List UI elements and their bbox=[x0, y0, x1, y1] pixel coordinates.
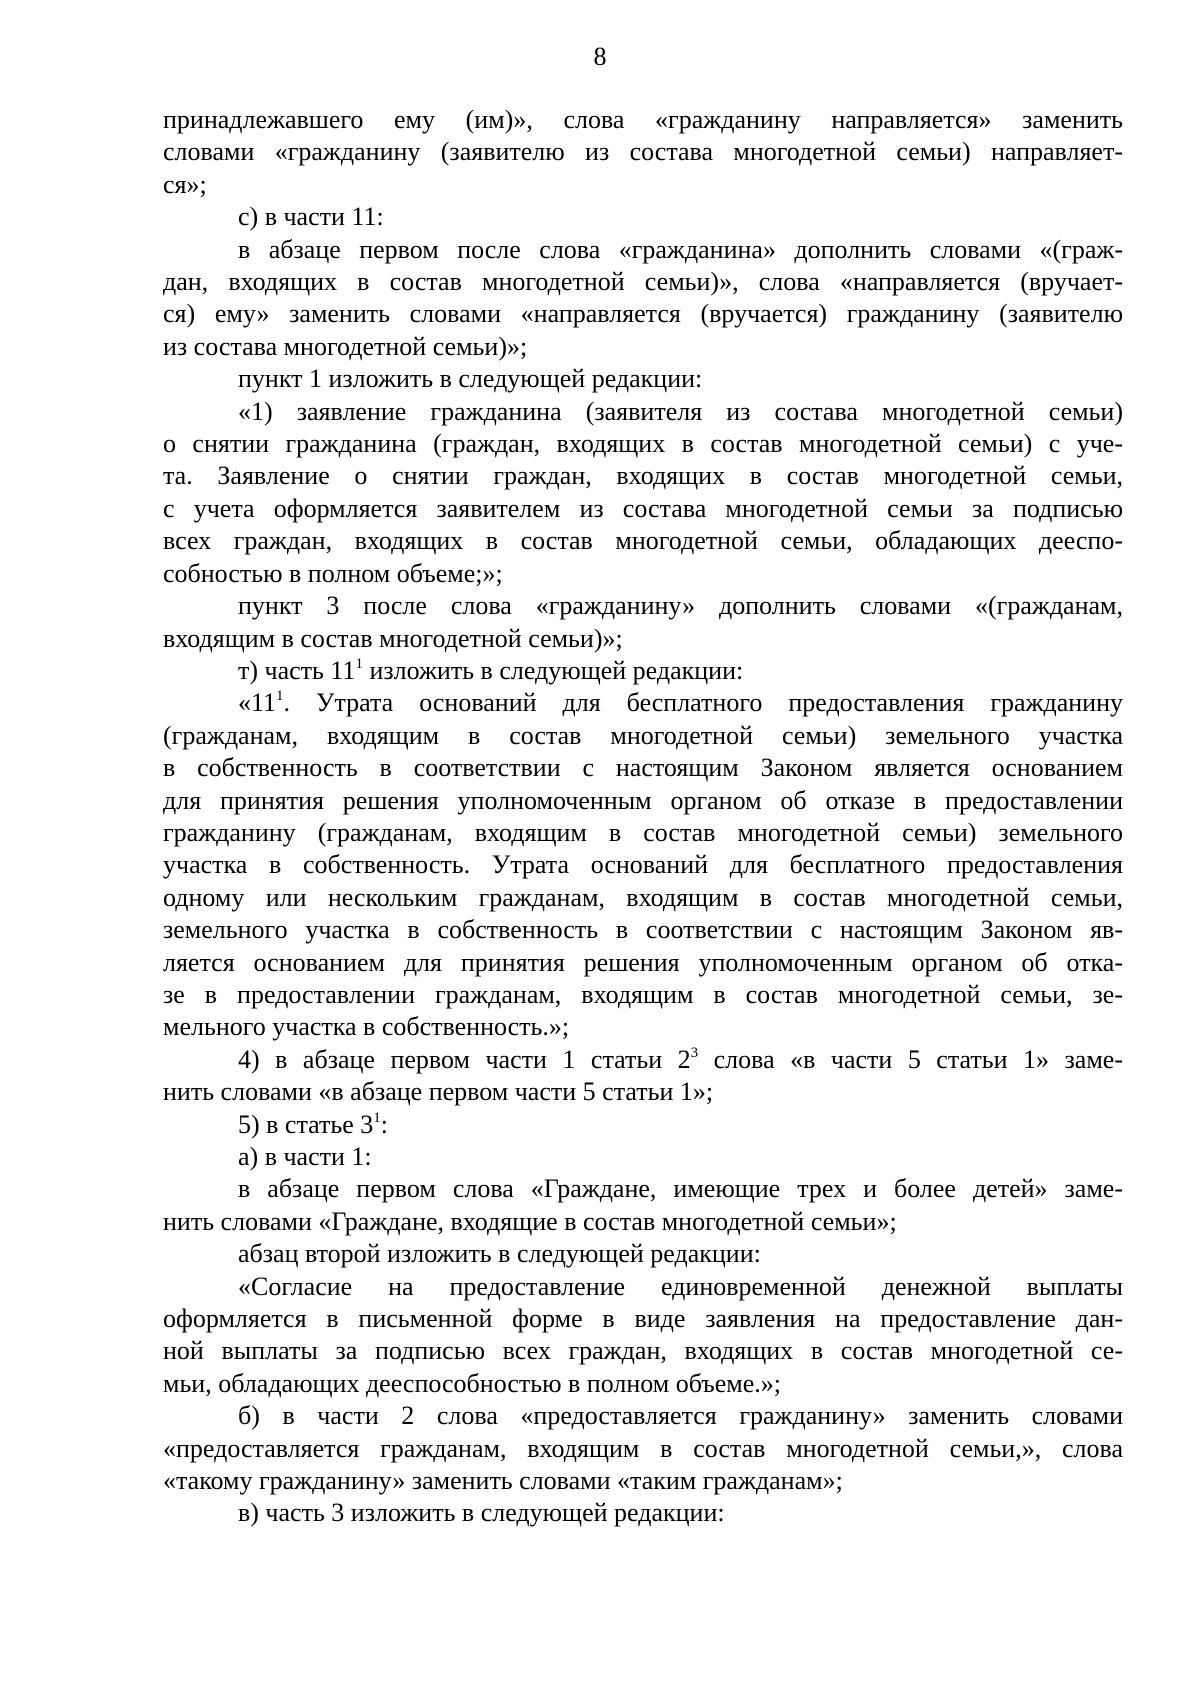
text-line bbox=[163, 687, 1123, 719]
text-line bbox=[163, 655, 1123, 687]
text-line-content: мьи, обладающих дееспособностью в полном объеме.»; bbox=[163, 1368, 781, 1398]
text-line bbox=[163, 298, 1123, 330]
superscript-index: 3 bbox=[690, 1044, 699, 1061]
text-line-continuation: изложить в следующей редакции: bbox=[362, 655, 744, 685]
text-line bbox=[163, 849, 1123, 881]
text-line-content: оформляется в письменной форме в виде заявления на предоставление дан- bbox=[163, 1304, 1123, 1334]
text-line-content: земельного участка в собственность в соответствии с настоящим Законом яв- bbox=[163, 915, 1123, 945]
text-line-content: «1) заявление гражданина (заявителя из состава многодетной семьи) bbox=[238, 396, 1123, 426]
text-line bbox=[163, 1044, 1123, 1076]
text-line-content: в абзаце первом после слова «гражданина» дополнить словами «(граж- bbox=[238, 234, 1123, 264]
text-line bbox=[163, 1335, 1123, 1367]
text-line bbox=[163, 752, 1123, 784]
text-line bbox=[163, 590, 1123, 622]
text-line-content: ной выплаты за подписью всех граждан, входящих в состав многодетной се- bbox=[163, 1336, 1123, 1366]
text-line-content: «предоставляется гражданам, входящим в состав многодетной семьи,», слова bbox=[163, 1433, 1123, 1463]
text-line bbox=[163, 201, 1123, 233]
text-line bbox=[163, 882, 1123, 914]
text-line-content: ся»; bbox=[163, 169, 207, 199]
text-line bbox=[163, 234, 1123, 266]
text-line bbox=[163, 1109, 1123, 1141]
text-line-content: нить словами «в абзаце первом части 5 статьи 1»; bbox=[163, 1077, 714, 1107]
text-line-content: пункт 3 после слова «гражданину» дополнить словами «(гражданам, bbox=[238, 591, 1123, 621]
text-line-content: с учета оформляется заявителем из состава многодетной семьи за подписью bbox=[163, 493, 1123, 523]
text-line-content: (гражданам, входящим в состав многодетной семьи) земельного участка bbox=[163, 720, 1123, 750]
text-line-content: «Согласие на предоставление единовременной денежной выплаты bbox=[238, 1271, 1123, 1301]
text-line-content: для принятия решения уполномоченным органом об отказе в предоставлении bbox=[163, 785, 1123, 815]
text-line-continuation: . Утрата оснований для бесплатного предоставления гражданину bbox=[283, 688, 1123, 718]
text-line bbox=[163, 428, 1123, 460]
text-line bbox=[163, 1173, 1123, 1205]
text-line bbox=[163, 1400, 1123, 1432]
text-line-content: б) в части 2 слова «предоставляется гражданину» заменить словами bbox=[238, 1401, 1123, 1431]
text-line-content: абзац второй изложить в следующей редакции: bbox=[238, 1239, 761, 1269]
text-line-continuation: слова «в части 5 статьи 1» заме- bbox=[698, 1044, 1123, 1074]
superscript-index: 1 bbox=[276, 688, 284, 705]
text-line bbox=[163, 785, 1123, 817]
text-line-content: в собственность в соответствии с настоящим Законом является основанием bbox=[163, 753, 1123, 783]
text-line-content: а) в части 1: bbox=[238, 1142, 372, 1171]
text-line-content: из состава многодетной семьи)»; bbox=[163, 331, 528, 361]
text-line bbox=[163, 1206, 1123, 1238]
text-line bbox=[163, 363, 1123, 395]
text-line bbox=[163, 1368, 1123, 1400]
text-line-content: о снятии гражданина (граждан, входящих в состав многодетной семьи) с уче- bbox=[163, 429, 1123, 459]
text-line-content: нить словами «Граждане, входящие в состав многодетной семьи»; bbox=[163, 1206, 897, 1236]
text-line-content: зе в предоставлении гражданам, входящим в состав многодетной семьи, зе- bbox=[163, 979, 1123, 1009]
text-line-content: 4) в абзаце первом части 1 статьи 2 bbox=[238, 1044, 691, 1074]
text-line bbox=[163, 525, 1123, 557]
document-body bbox=[163, 104, 1123, 1530]
text-line bbox=[163, 817, 1123, 849]
text-line bbox=[163, 558, 1123, 590]
text-line bbox=[163, 1433, 1123, 1465]
text-line bbox=[163, 136, 1123, 168]
text-line-content: 5) в статье 3 bbox=[238, 1109, 374, 1139]
text-line-content: т) часть 11 bbox=[238, 655, 356, 685]
text-line-content: «такому гражданину» заменить словами «таким гражданам»; bbox=[163, 1466, 843, 1496]
text-line-content: принадлежавшего ему (им)», слова «гражданину направляется» заменить bbox=[163, 105, 1123, 134]
text-line-content: участка в собственность. Утрата оснований для бесплатного предоставления bbox=[163, 850, 1123, 880]
text-line-content: в абзаце первом слова «Граждане, имеющие трех и более детей» заме- bbox=[238, 1174, 1123, 1204]
text-line bbox=[163, 947, 1123, 979]
text-line-content: ляется основанием для принятия решения уполномоченным органом об отка- bbox=[163, 947, 1123, 977]
text-line-content: пункт 1 изложить в следующей редакции: bbox=[238, 364, 703, 394]
text-line-continuation: : bbox=[380, 1109, 389, 1139]
text-line-content: та. Заявление о снятии граждан, входящих в состав многодетной семьи, bbox=[163, 461, 1123, 491]
text-line bbox=[163, 1303, 1123, 1335]
superscript-index: 1 bbox=[373, 1109, 381, 1126]
text-line bbox=[163, 266, 1123, 298]
text-line-content: всех граждан, входящих в состав многодетной семьи, обладающих дееспо- bbox=[163, 526, 1123, 556]
text-line-content: словами «гражданину (заявителю из состава многодетной семьи) направляет- bbox=[163, 137, 1123, 167]
text-line bbox=[163, 1011, 1123, 1043]
text-line bbox=[163, 1238, 1123, 1270]
text-line bbox=[163, 1076, 1123, 1108]
text-line-content: входящим в состав многодетной семьи)»; bbox=[163, 623, 623, 653]
text-line bbox=[163, 1271, 1123, 1303]
text-line bbox=[163, 104, 1123, 136]
text-line bbox=[163, 460, 1123, 492]
text-line bbox=[163, 1465, 1123, 1497]
text-line bbox=[163, 979, 1123, 1011]
text-line bbox=[163, 493, 1123, 525]
text-line-content: мельного участка в собственность.»; bbox=[163, 1012, 570, 1042]
text-line bbox=[163, 623, 1123, 655]
text-line bbox=[163, 331, 1123, 363]
text-line-content: дан, входящих в состав многодетной семьи)», слова «направляется (вручает- bbox=[163, 267, 1123, 297]
text-line bbox=[163, 1141, 1123, 1173]
text-line bbox=[163, 914, 1123, 946]
superscript-index: 1 bbox=[355, 655, 363, 672]
page-number: 8 bbox=[593, 42, 607, 71]
text-line-content: «11 bbox=[238, 688, 277, 718]
text-line-content: ся) ему» заменить словами «направляется (вручается) гражданину (заявителю bbox=[163, 299, 1123, 329]
text-line-content: в) часть 3 изложить в следующей редакции: bbox=[238, 1498, 725, 1528]
text-line-content: собностью в полном объеме;»; bbox=[163, 558, 503, 588]
text-line-content: гражданину (гражданам, входящим в состав многодетной семьи) земельного bbox=[163, 817, 1123, 847]
text-line bbox=[163, 1497, 1123, 1529]
text-line-content: с) в части 11: bbox=[238, 202, 384, 232]
text-line bbox=[163, 396, 1123, 428]
text-line bbox=[163, 720, 1123, 752]
text-line bbox=[163, 169, 1123, 201]
text-line-content: одному или нескольким гражданам, входящим в состав многодетной семьи, bbox=[163, 882, 1123, 912]
